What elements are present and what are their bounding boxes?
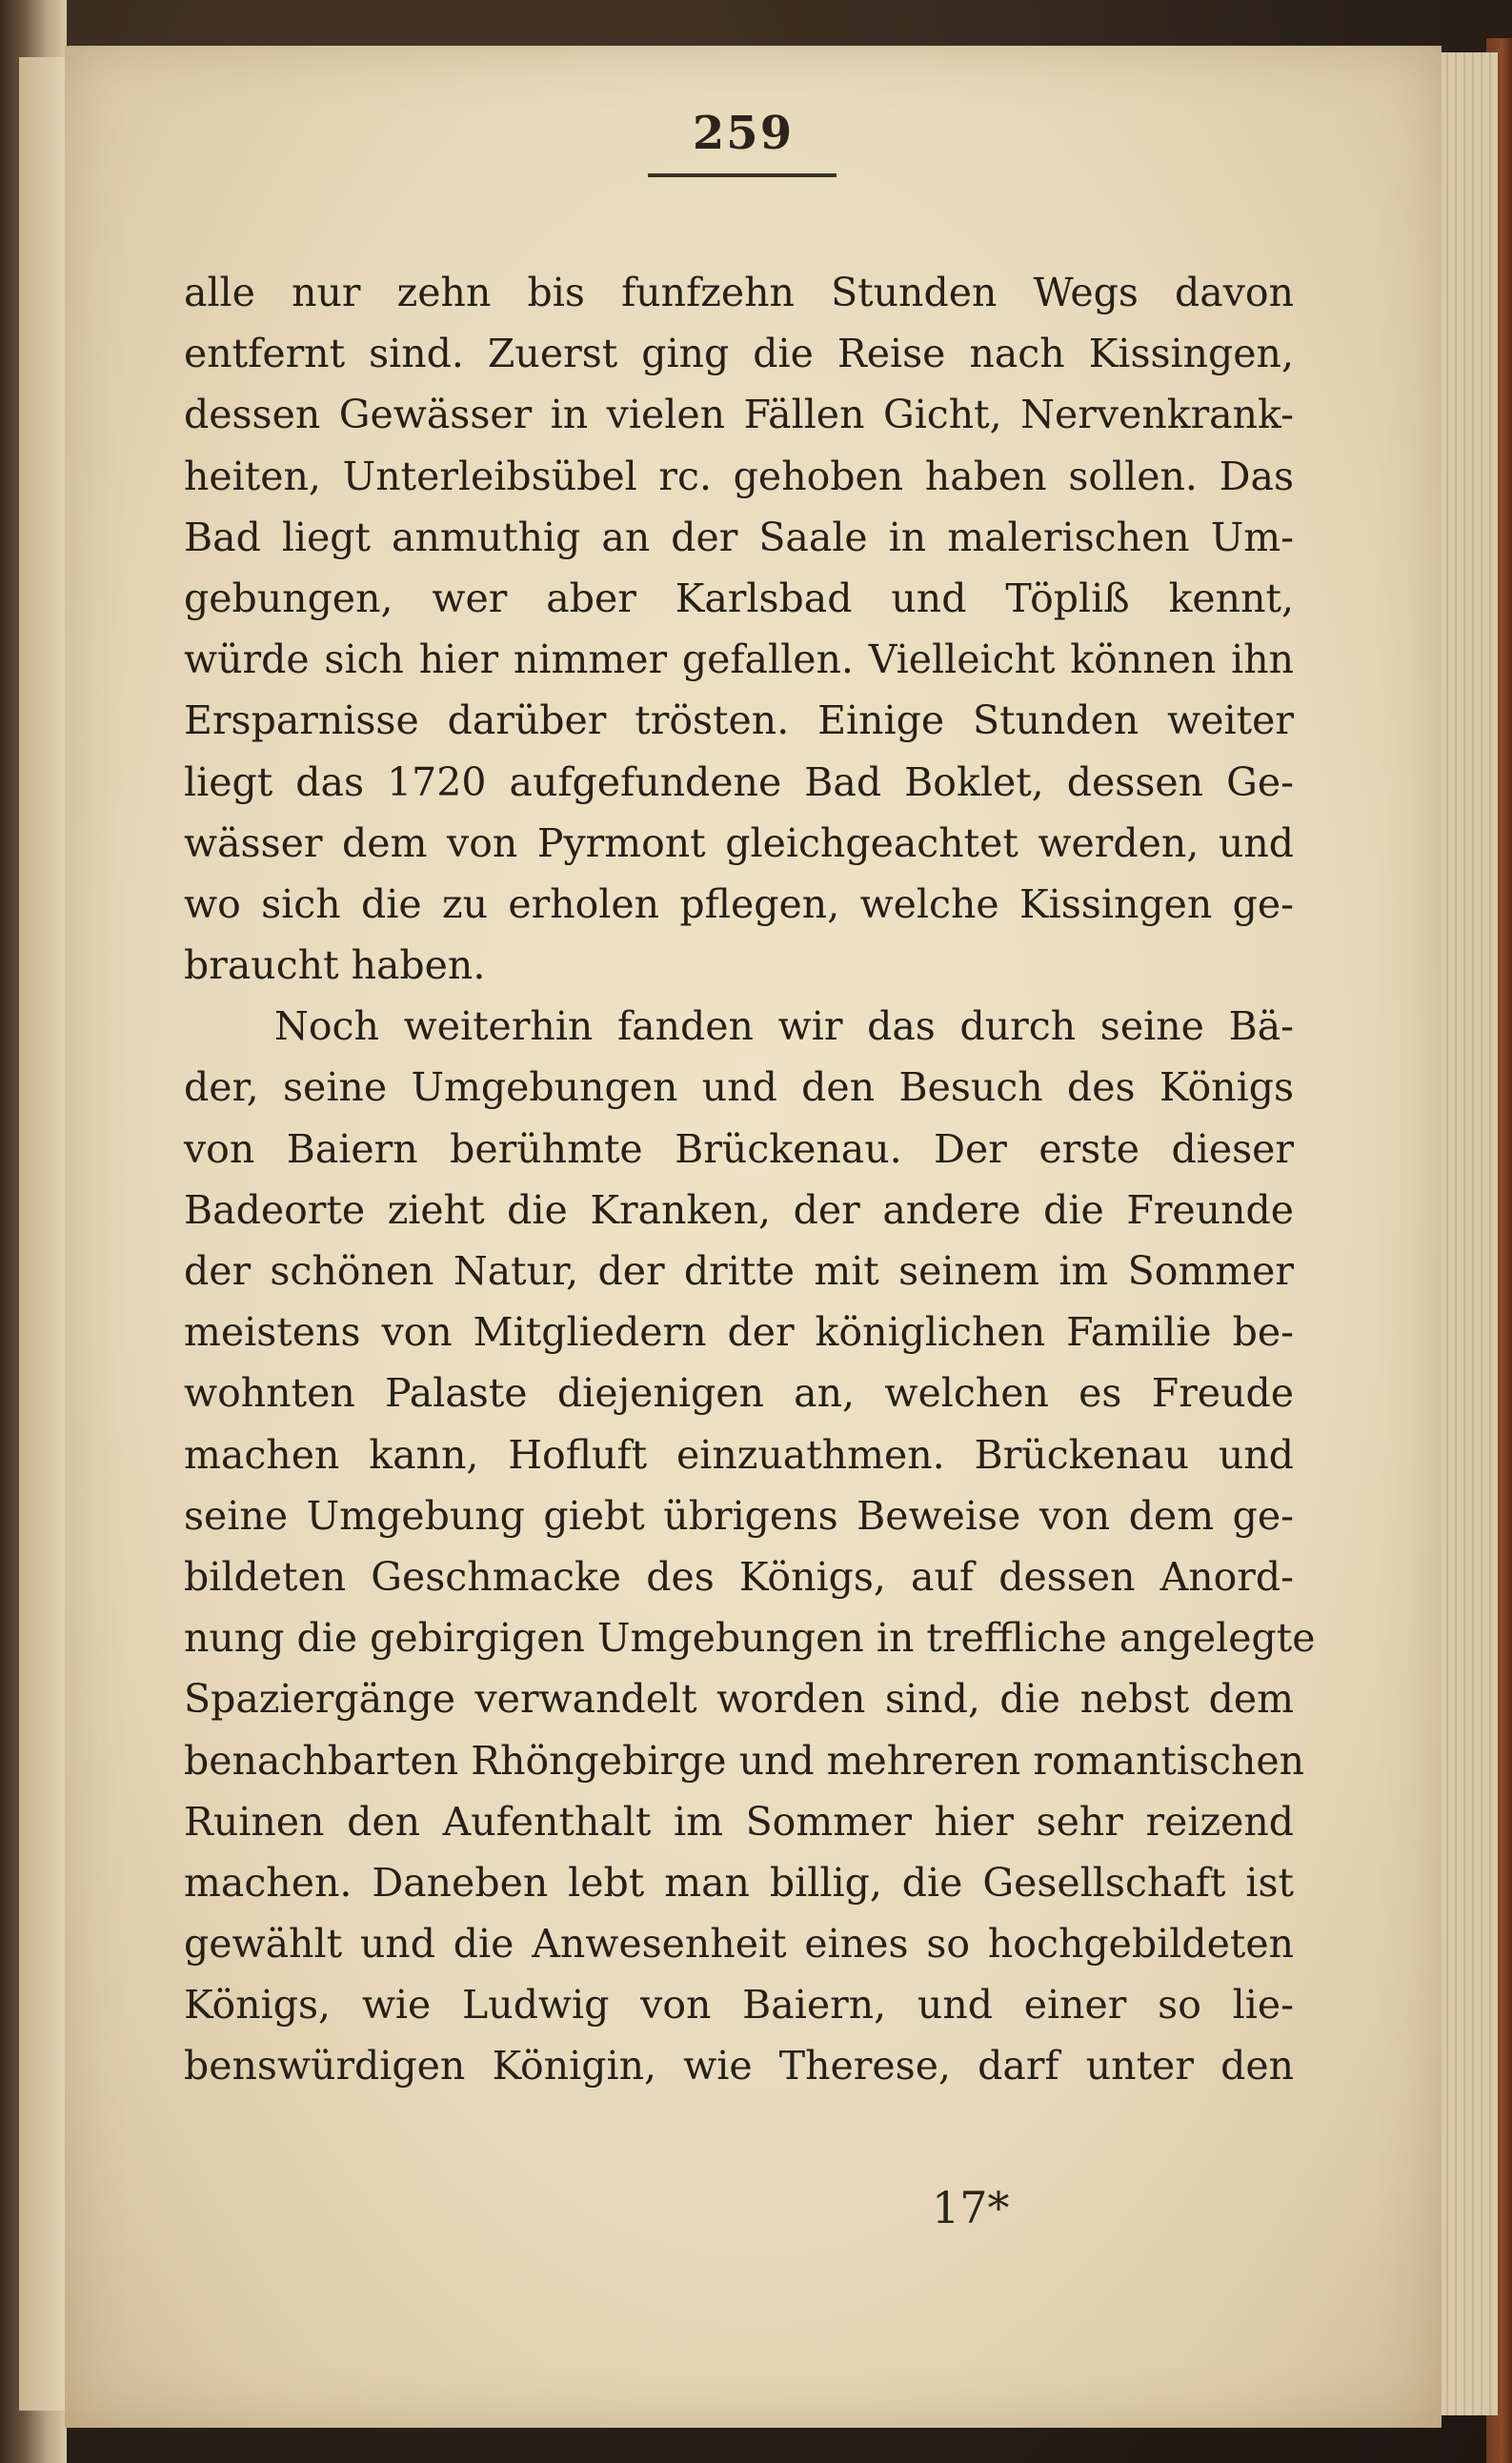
text-line: gebungen, wer aber Karlsbad und Töpliß kennt, bbox=[184, 575, 1294, 621]
text-line: alle nur zehn bis funfzehn Stunden Wegs davon bbox=[184, 270, 1294, 315]
text-line: machen kann, Hofluft einzuathmen. Brückenau und bbox=[184, 1431, 1294, 1478]
text-line-paragraph-start: Noch weiterhin fanden wir das durch seine Bä- bbox=[274, 1003, 1294, 1050]
text-line: dessen Gewässer in vielen Fällen Gicht, Nervenkrank- bbox=[184, 392, 1294, 438]
text-line: nung die gebirgigen Umgebungen in treffliche angelegte bbox=[184, 1615, 1316, 1662]
text-line: braucht haben. bbox=[184, 942, 486, 989]
page-stack-edge bbox=[1439, 52, 1498, 2415]
text-line: entfernt sind. Zuerst ging die Reise nach Kissingen, bbox=[184, 331, 1294, 377]
text-line: benachbarten Rhöngebirge und mehreren romantischen bbox=[184, 1737, 1305, 1784]
text-line: Ruinen den Aufenthalt im Sommer hier sehr reizend bbox=[184, 1798, 1294, 1845]
text-line: der, seine Umgebungen und den Besuch des Königs bbox=[184, 1064, 1294, 1111]
text-line: wo sich die zu erholen pflegen, welche Kissingen ge- bbox=[184, 880, 1294, 927]
page-number: 259 bbox=[692, 107, 795, 160]
header-rule bbox=[648, 173, 837, 177]
text-line: gewählt und die Anwesenheit eines so hochgebildeten bbox=[184, 1921, 1294, 1968]
text-line: Spaziergänge verwandelt worden sind, die nebst dem bbox=[184, 1676, 1294, 1723]
text-line: wässer dem von Pyrmont gleichgeachtet werden, und bbox=[184, 819, 1294, 866]
text-line: seine Umgebung giebt übrigens Beweise von dem ge- bbox=[184, 1492, 1294, 1539]
text-line: Königs, wie Ludwig von Baiern, und einer so lie- bbox=[184, 1982, 1294, 2029]
text-line: würde sich hier nimmer gefallen. Vielleicht können ihn bbox=[184, 636, 1294, 683]
text-line: Ersparnisse darüber trösten. Einige Stunden weiter bbox=[184, 697, 1294, 744]
text-line: heiten, Unterleibsübel rc. gehoben haben sollen. Das bbox=[184, 453, 1294, 499]
text-line: von Baiern berühmte Brückenau. Der erste dieser bbox=[184, 1125, 1294, 1172]
printer-signature-mark: 17* bbox=[932, 2182, 1010, 2233]
text-line: benswürdigen Königin, wie Therese, darf unter den bbox=[184, 2043, 1294, 2090]
text-line: der schönen Natur, der dritte mit seinem im Sommer bbox=[184, 1248, 1294, 1294]
body-text bbox=[184, 262, 1316, 2097]
facing-page-edge bbox=[19, 57, 68, 2411]
text-line: Badeorte zieht die Kranken, der andere die Freunde bbox=[184, 1186, 1294, 1233]
text-line: liegt das 1720 aufgefundene Bad Boklet, dessen Ge- bbox=[184, 758, 1294, 805]
text-line: machen. Daneben lebt man billig, die Gesellschaft ist bbox=[184, 1859, 1294, 1906]
text-line: Bad liegt anmuthig an der Saale in malerischen Um- bbox=[184, 514, 1294, 560]
text-line: wohnten Palaste diejenigen an, welchen es Freude bbox=[184, 1370, 1294, 1417]
text-line: meistens von Mitgliedern der königlichen Familie be- bbox=[184, 1309, 1294, 1356]
text-line: bildeten Geschmacke des Königs, auf dessen Anord- bbox=[184, 1553, 1294, 1600]
